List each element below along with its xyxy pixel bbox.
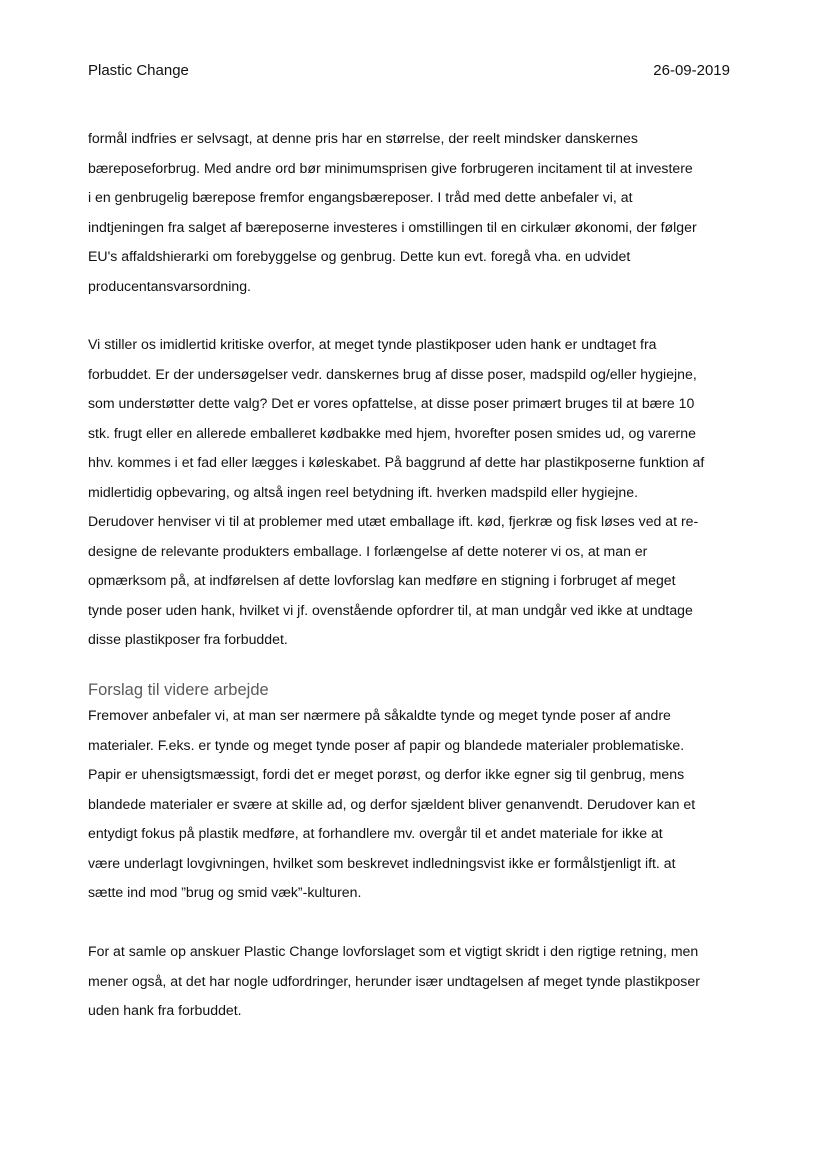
section-heading: Forslag til videre arbejde — [88, 681, 269, 699]
paragraph-3 — [88, 701, 740, 908]
text-line: blandede materialer er svære at skille ad, og derfor sjældent bliver genanvendt. Derudover kan et — [88, 795, 696, 812]
text-line: i en genbrugelig bærepose fremfor engangsbæreposer. I tråd med dette anbefaler vi, at — [88, 189, 633, 205]
text-line: indtjeningen fra salget af bæreposerne investeres i omstillingen til en cirkulær økonomi, der følger — [88, 218, 697, 235]
text-line: tynde poser uden hank, hvilket vi jf. ovenstående opfordrer til, at man undgår ved ikke at undtage — [88, 601, 693, 618]
header-organization: Plastic Change — [88, 62, 189, 79]
text-line: være underlagt lovgivningen, hvilket som beskrevet indledningsvist ikke er formålstjenligt ift. at — [88, 854, 676, 871]
text-line: Derudover henviser vi til at problemer med utæt emballage ift. kød, fjerkræ og fisk løses ved at re- — [88, 513, 699, 529]
text-line: For at samle op anskuer Plastic Change lovforslaget som et vigtigt skridt i den rigtige retning, men — [88, 943, 699, 959]
paragraph-1 — [88, 124, 740, 301]
paragraph-4 — [88, 937, 740, 1026]
text-line: opmærksom på, at indførelsen af dette lovforslag kan medføre en stigning i forbruget af meget — [88, 572, 676, 588]
text-line: disse plastikposer fra forbuddet. — [88, 631, 288, 647]
text-line: bæreposeforbrug. Med andre ord bør minimumsprisen give forbrugeren incitament til at investere — [88, 159, 693, 176]
text-line: som understøtter dette valg? Det er vores opfattelse, at disse poser primært bruges til at bære 10 — [88, 395, 695, 411]
text-line: uden hank fra forbuddet. — [88, 1002, 242, 1018]
text-line: forbuddet. Er der undersøgelser vedr. danskernes brug af disse poser, madspild og/eller hygiejne, — [88, 365, 697, 382]
text-line: hhv. kommes i et fad eller lægges i køleskabet. På baggrund af dette har plastikposerne funktion af — [88, 454, 705, 470]
text-line: designe de relevante produkters emballage. I forlængelse af dette noterer vi os, at man er — [88, 542, 648, 559]
text-line: Vi stiller os imidlertid kritiske overfor, at meget tynde plastikposer uden hank er undtaget fra — [88, 336, 657, 352]
text-line: mener også, at det har nogle udfordringer, herunder især undtagelsen af meget tynde plastikposer — [88, 972, 700, 989]
text-line: formål indfries er selvsagt, at denne pris har en størrelse, der reelt mindsker danskernes — [88, 130, 638, 146]
header-date: 26-09-2019 — [653, 62, 730, 79]
text-line: producentansvarsordning. — [88, 277, 251, 294]
text-line: stk. frugt eller en allerede emballeret kødbakke med hjem, hvorefter posen smides ud, og varerne — [88, 424, 696, 441]
paragraph-2 — [88, 330, 740, 655]
page-header — [88, 62, 730, 79]
text-line: Papir er uhensigtsmæssigt, fordi det er meget porøst, og derfor ikke egner sig til genbrug, mens — [88, 766, 685, 782]
text-line: materialer. F.eks. er tynde og meget tynde poser af papir og blandede materialer problematiske. — [88, 736, 685, 753]
text-line: Fremover anbefaler vi, at man ser nærmere på såkaldte tynde og meget tynde poser af andre — [88, 707, 671, 723]
text-line: entydigt fokus på plastik medføre, at forhandlere mv. overgår til et andet materiale for ikke at — [88, 825, 663, 841]
text-line: sætte ind mod ”brug og smid væk”-kulturen. — [88, 884, 362, 900]
text-line: midlertidig opbevaring, og altså ingen reel betydning ift. hverken madspild eller hygiejne. — [88, 483, 638, 500]
text-line: EU's affaldshierarki om forebyggelse og genbrug. Dette kun evt. foregå vha. en udvidet — [88, 248, 631, 264]
